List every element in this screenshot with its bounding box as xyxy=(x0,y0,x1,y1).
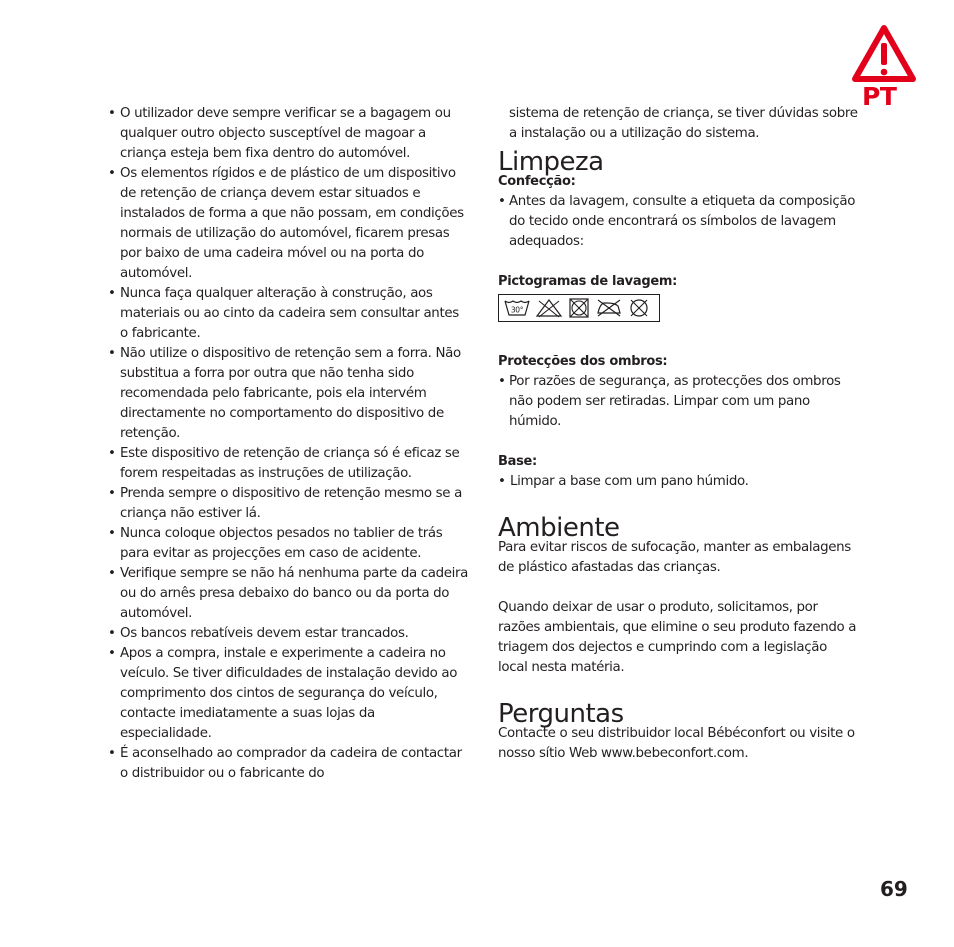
no-tumble-dry-icon xyxy=(567,298,591,318)
subheading-pictogramas: Pictogramas de lavagem: xyxy=(498,274,677,289)
svg-text:30°: 30° xyxy=(510,305,524,315)
list-item: • Antes da lavagem, consulte a etiqueta da composição do tecido onde encontrará os símbolos de lavagem adequados: xyxy=(498,192,858,252)
safety-bullet-list xyxy=(108,104,470,784)
list-item: • Não utilize o dispositivo de retenção sem a forra. Não substitua a forra por outra que não tenha sido recomendada pelo fabricante, pois ela intervém directamente no comportamento do dispositivo de retenção. xyxy=(108,344,470,444)
list-item: • Os elementos rígidos e de plástico de um dispositivo de retenção de criança devem estar situados e instalados de forma a que não possam, em condições normais de utilização do automóvel, ficarem presas por baixo de uma cadeira móvel ou na porta do automóvel. xyxy=(108,164,470,284)
list-item: • Apos a compra, instale e experimente a cadeira no veículo. Se tiver dificuldades de instalação devido ao comprimento dos cintos de segurança do veículo, contacte imediatamente a suas lojas da especialidade. xyxy=(108,644,470,744)
list-item: • É aconselhado ao comprador da cadeira de contactar o distribuidor ou o fabricante do xyxy=(108,744,470,784)
confeccao-list xyxy=(498,192,858,252)
base-list xyxy=(498,472,858,492)
right-column xyxy=(498,104,858,764)
subheading-base: Base: xyxy=(498,454,537,469)
language-label: PT xyxy=(862,82,897,111)
list-item: • Por razões de segurança, as protecções dos ombros não podem ser retiradas. Limpar com um pano húmido. xyxy=(498,372,858,432)
list-item: • Este dispositivo de retenção de criança só é eficaz se forem respeitadas as instruções de utilização. xyxy=(108,444,470,484)
list-item: • Limpar a base com um pano húmido. xyxy=(498,472,858,492)
list-item: • O utilizador deve sempre verificar se a bagagem ou qualquer outro objecto susceptível de magoar a criança esteja bem fixa dentro do automóvel. xyxy=(108,104,470,164)
no-iron-icon xyxy=(595,298,623,318)
section-title-ambiente: Ambiente xyxy=(498,513,620,543)
no-dry-clean-icon xyxy=(627,298,651,318)
no-bleach-icon xyxy=(535,298,563,318)
wash-pictograms xyxy=(498,294,660,322)
section-title-perguntas: Perguntas xyxy=(498,699,624,729)
left-column xyxy=(108,104,470,784)
section-title-limpeza: Limpeza xyxy=(498,147,604,177)
perguntas-paragraph: Contacte o seu distribuidor local Bébéconfort ou visite o nosso sítio Web www.bebeconfort.com. xyxy=(498,726,855,761)
list-item: • Nunca faça qualquer alteração à construção, aos materiais ou ao cinto da cadeira sem consultar antes o fabricante. xyxy=(108,284,470,344)
wash-30-icon xyxy=(503,298,531,318)
page-number: 69 xyxy=(880,877,908,901)
ombros-list xyxy=(498,372,858,432)
warning-triangle-icon xyxy=(851,24,917,84)
list-item: • Os bancos rebatíveis devem estar trancados. xyxy=(108,624,470,644)
continuation-text: sistema de retenção de criança, se tiver dúvidas sobre a instalação ou a utilização do sistema. xyxy=(509,106,858,141)
ambiente-paragraph-2: Quando deixar de usar o produto, solicitamos, por razões ambientais, que elimine o seu produto fazendo a triagem dos dejectos e cumprindo com a legislação local nesta matéria. xyxy=(498,600,857,675)
list-item: • Nunca coloque objectos pesados no tablier de trás para evitar as projecções em caso de acidente. xyxy=(108,524,470,564)
list-item: • Prenda sempre o dispositivo de retenção mesmo se a criança não estiver lá. xyxy=(108,484,470,524)
subheading-confeccao: Confecção: xyxy=(498,174,576,189)
list-item: • Verifique sempre se não há nenhuma parte da cadeira ou do arnês presa debaixo do banco ou da porta do automóvel. xyxy=(108,564,470,624)
subheading-ombros: Protecções dos ombros: xyxy=(498,354,668,369)
ambiente-paragraph-1: Para evitar riscos de sufocação, manter as embalagens de plástico afastadas das crianças. xyxy=(498,540,851,575)
